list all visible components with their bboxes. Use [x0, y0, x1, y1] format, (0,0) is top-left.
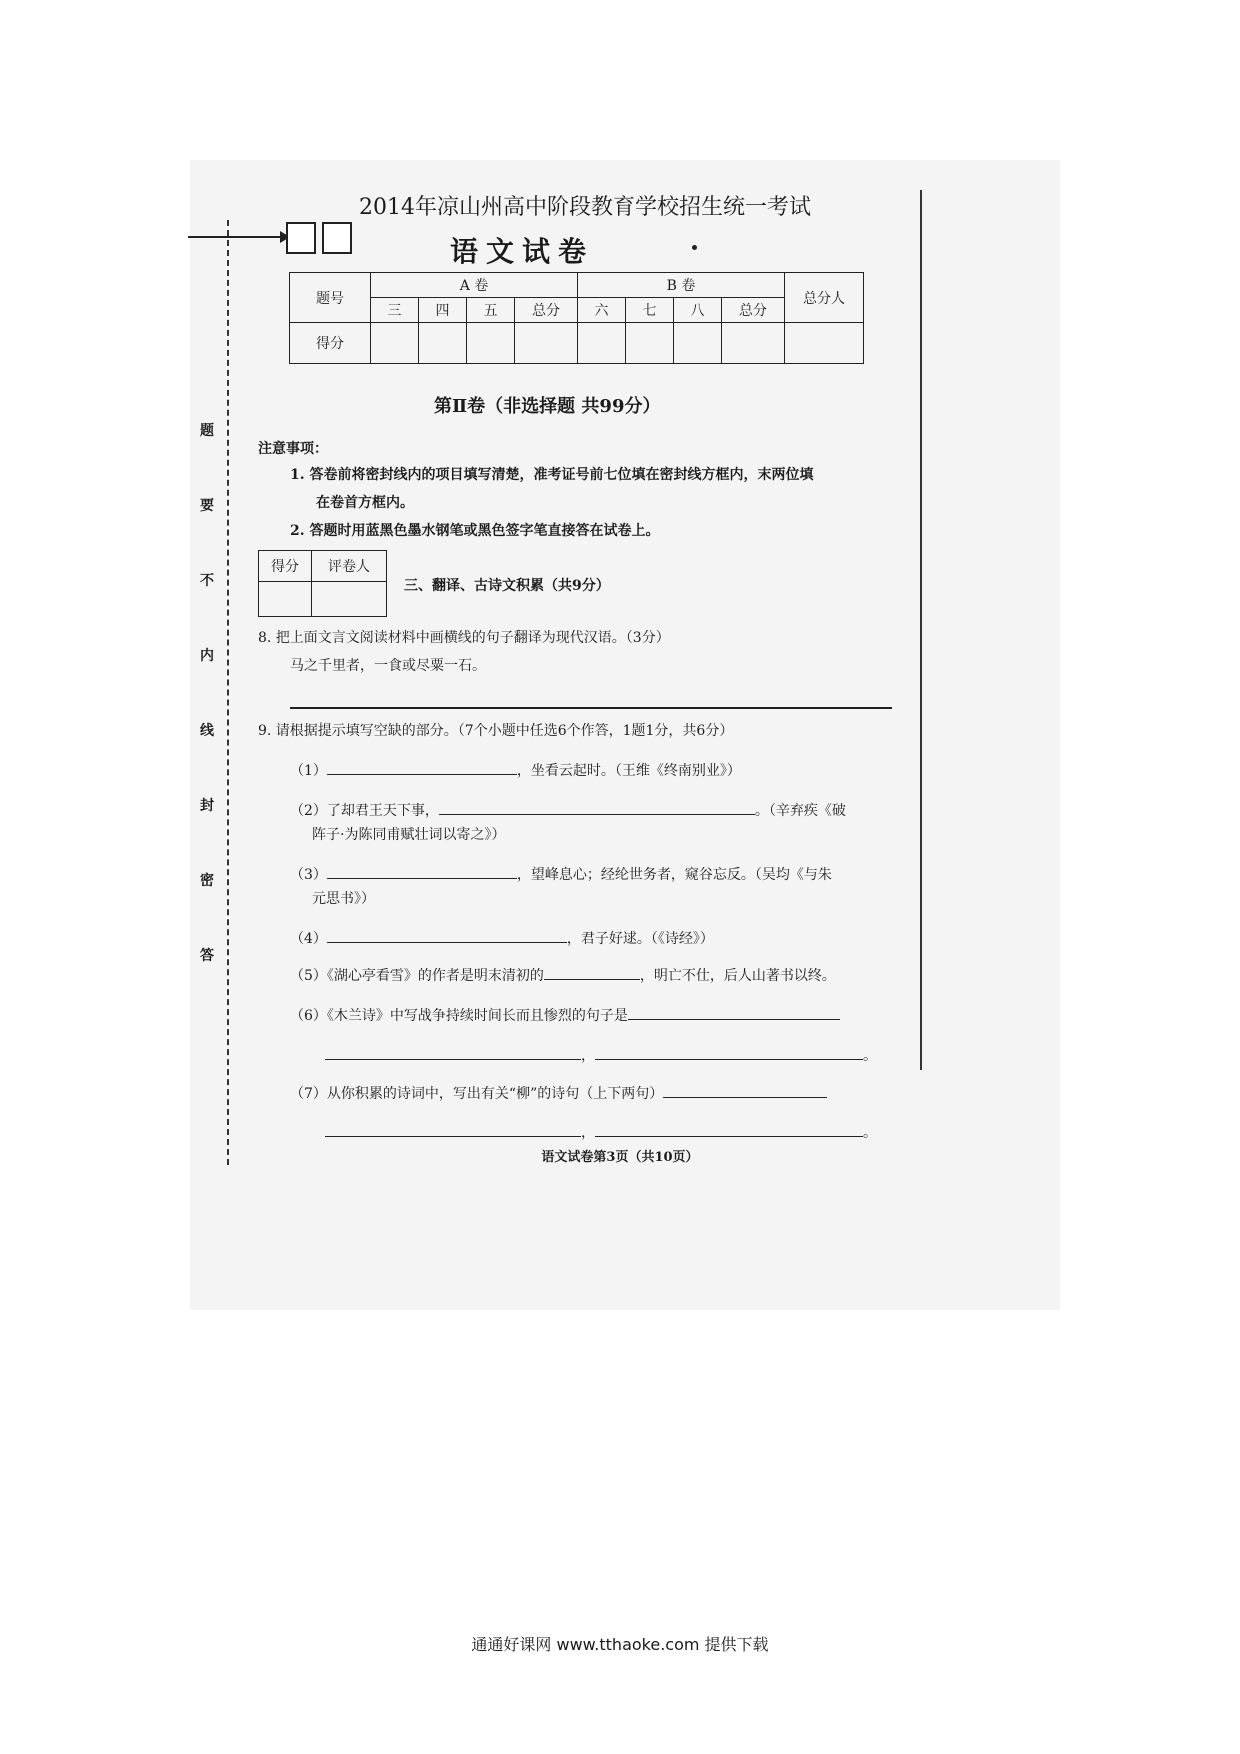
- side-mark: 内: [200, 648, 214, 664]
- col-header: 总分: [722, 298, 785, 323]
- side-mark: 答: [200, 948, 214, 964]
- q8-sentence: 马之千里者，一食或尽粟一石。: [290, 658, 486, 674]
- footer-download-note: 通通好课网 www.tthaoke.com 提供下载: [471, 1635, 769, 1654]
- side-mark: 线: [200, 723, 214, 739]
- q9-blank-7c[interactable]: [595, 1122, 863, 1137]
- q9-item-4: （4） ，君子好逑。（《诗经》）: [290, 928, 714, 948]
- col-header: 八: [674, 298, 722, 323]
- q9-item-6: （6）《木兰诗》中写战争持续时间长而且惨烈的句子是: [290, 1005, 840, 1025]
- row-label-question: 题号: [290, 273, 371, 323]
- group-a-header: A 卷: [371, 273, 578, 298]
- arrow-line: [188, 236, 284, 238]
- side-mark: 密: [200, 873, 214, 889]
- grader-label: 评卷人: [312, 551, 387, 582]
- q9-item-2-cont: 阵子·为陈同甫赋壮词以寄之》）: [312, 827, 506, 843]
- grader-score-cell[interactable]: [259, 582, 312, 617]
- grader-table: [258, 550, 387, 617]
- score-table: [289, 272, 864, 364]
- page-number: 语文试卷第3页（共10页）: [541, 1150, 699, 1165]
- side-mark: 题: [200, 423, 214, 439]
- score-cell[interactable]: [674, 323, 722, 364]
- col-header: 总分: [515, 298, 578, 323]
- note-item-1-cont: 在卷首方框内。: [316, 495, 414, 511]
- candidate-number-box-1[interactable]: [286, 222, 316, 254]
- q9-blank-3[interactable]: [327, 864, 517, 879]
- note-item-2: 2. 答题时用蓝黑色墨水钢笔或黑色签字笔直接答在试卷上。: [290, 523, 660, 539]
- grader-name-cell[interactable]: [312, 582, 387, 617]
- q9-item-7-lines: ， 。: [325, 1122, 877, 1142]
- score-cell[interactable]: [578, 323, 626, 364]
- exam-title: 2014年凉山州高中阶段教育学校招生统一考试: [359, 195, 811, 220]
- score-cell[interactable]: [371, 323, 419, 364]
- q9-blank-4[interactable]: [327, 928, 567, 943]
- q9-prompt: 9. 请根据提示填写空缺的部分。（7个小题中任选6个作答，1题1分，共6分）: [258, 723, 734, 739]
- score-cell[interactable]: [626, 323, 674, 364]
- col-header: 七: [626, 298, 674, 323]
- q9-blank-2[interactable]: [439, 800, 755, 815]
- q8-answer-line[interactable]: [290, 707, 892, 709]
- dot-mark: [692, 245, 697, 250]
- row-label-score: 得分: [290, 323, 371, 364]
- q9-item-3: （3） ，望峰息心；经纶世务者，窥谷忘反。（吴均《与朱: [290, 864, 832, 884]
- grader-score-label: 得分: [259, 551, 312, 582]
- q9-blank-1[interactable]: [327, 760, 517, 775]
- group-b-header: B 卷: [578, 273, 785, 298]
- right-border-line: [920, 190, 922, 1070]
- q9-blank-6c[interactable]: [595, 1045, 863, 1060]
- total-person-header: 总分人: [785, 273, 864, 323]
- q9-blank-7a[interactable]: [663, 1083, 827, 1098]
- score-cell[interactable]: [419, 323, 467, 364]
- score-cell[interactable]: [467, 323, 515, 364]
- seal-line: [227, 220, 229, 1165]
- col-header: 五: [467, 298, 515, 323]
- q9-item-5: （5）《湖心亭看雪》的作者是明末清初的 ，明亡不仕，后人山著书以终。: [290, 965, 836, 985]
- q8-prompt: 8. 把上面文言文阅读材料中画横线的句子翻译为现代汉语。（3分）: [258, 630, 670, 646]
- col-header: 四: [419, 298, 467, 323]
- q9-blank-6a[interactable]: [628, 1005, 840, 1020]
- score-cell[interactable]: [785, 323, 864, 364]
- score-cell[interactable]: [722, 323, 785, 364]
- note-item-1: 1. 答卷前将密封线内的项目填写清楚，准考证号前七位填在密封线方框内，末两位填: [290, 467, 814, 483]
- col-header: 三: [371, 298, 419, 323]
- side-mark: 不: [200, 573, 214, 589]
- q9-item-1: （1） ，坐看云起时。（王维《终南别业》）: [290, 760, 741, 780]
- exam-subtitle: 语文试卷: [450, 235, 595, 268]
- q9-item-2: （2）了却君王天下事， 。（辛弃疾《破: [290, 800, 846, 820]
- q9-blank-6b[interactable]: [325, 1045, 581, 1060]
- side-mark: 封: [200, 798, 214, 814]
- part3-title: 三、翻译、古诗文积累（共9分）: [404, 578, 610, 594]
- q9-item-3-cont: 元思书》）: [312, 891, 375, 907]
- q9-item-6-lines: ， 。: [325, 1045, 877, 1065]
- col-header: 六: [578, 298, 626, 323]
- q9-blank-5[interactable]: [544, 965, 640, 980]
- candidate-number-box-2[interactable]: [322, 222, 352, 254]
- q9-item-7: （7）从你积累的诗词中，写出有关“柳”的诗句（上下两句）: [290, 1083, 827, 1103]
- q9-blank-7b[interactable]: [325, 1122, 581, 1137]
- score-cell[interactable]: [515, 323, 578, 364]
- side-mark: 要: [200, 498, 214, 514]
- section-title: 第Ⅱ卷（非选择题 共99分）: [434, 396, 661, 417]
- notes-heading: 注意事项：: [258, 441, 328, 457]
